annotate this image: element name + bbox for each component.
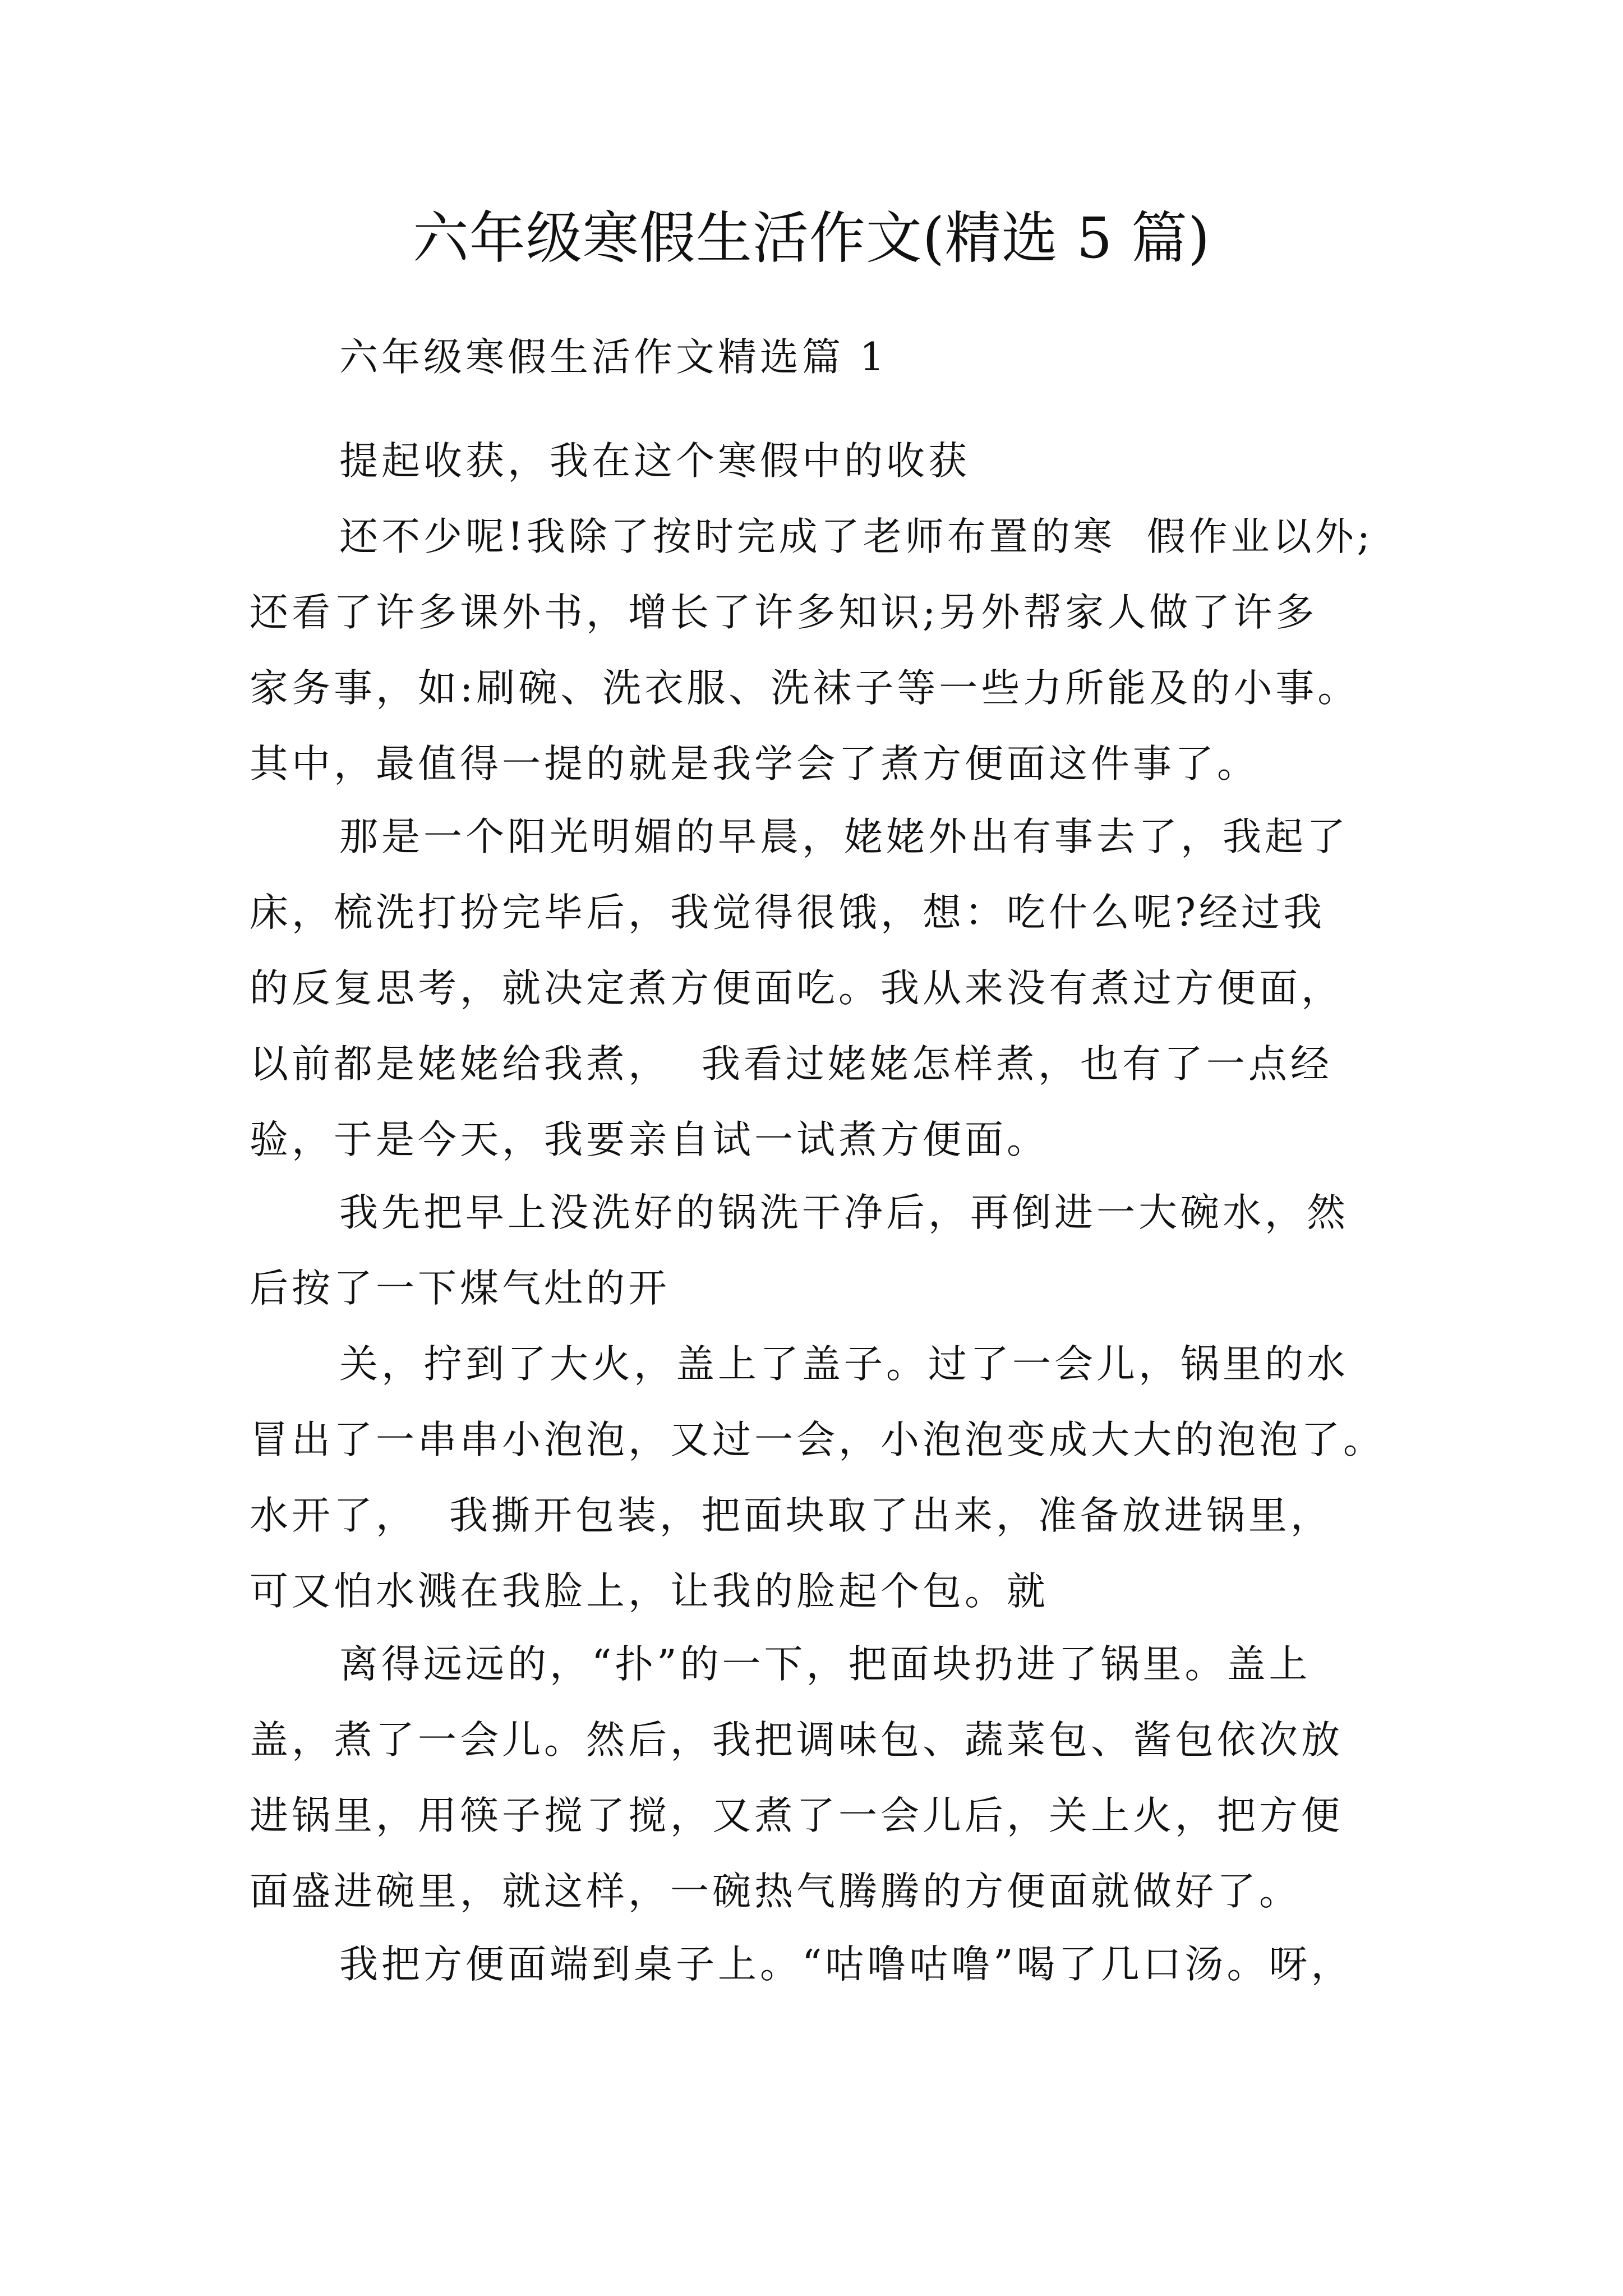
- paragraph: [250, 799, 1405, 1178]
- paragraph-line: 我先把早上没洗好的锅洗干净后，再倒进一大碗水，然: [339, 1190, 1349, 1235]
- paragraph-line: 我把方便面端到桌子上。“咕噜咕噜”喝了几口汤。呀，: [339, 1942, 1353, 1987]
- paragraph-line: 离得远远的，“扑”的一下，把面块扔进了锅里。盖上: [339, 1642, 1311, 1687]
- paragraph: [250, 1927, 1405, 2003]
- paragraph: [250, 320, 1405, 395]
- paragraph-line: 提起收获，我在这个寒假中的收获: [339, 439, 970, 484]
- paragraph: [250, 1175, 1405, 1327]
- paragraph-line: 进锅里，用筷子搅了搅，又煮了一会儿后，关上火，把方便: [250, 1793, 1343, 1838]
- paragraph-line: 六年级寒假生活作文精选篇 1: [339, 335, 888, 380]
- paragraph: [250, 424, 1405, 499]
- paragraph-line: 的反复思考，就决定煮方便面吃。我从来没有煮过方便面，: [250, 966, 1343, 1011]
- paragraph: [250, 499, 1405, 802]
- paragraph-line: 可又怕水溅在我脸上，让我的脸起个包。就: [250, 1569, 1049, 1614]
- paragraph-line: 冒出了一串串小泡泡，又过一会，小泡泡变成大大的泡泡了。: [250, 1418, 1385, 1462]
- paragraph-line: 盖，煮了一会儿。然后，我把调味包、蔬菜包、酱包依次放: [250, 1718, 1343, 1763]
- paragraph-line: 水开了， 我撕开包装，把面块取了出来，准备放进锅里，: [250, 1493, 1332, 1538]
- paragraph: [250, 1327, 1405, 1630]
- paragraph-line: 其中，最值得一提的就是我学会了煮方便面这件事了。: [250, 742, 1259, 786]
- paragraph-line: 面盛进碗里，就这样，一碗热气腾腾的方便面就做好了。: [250, 1869, 1301, 1914]
- paragraph-line: 家务事，如:刷碗、洗衣服、洗袜子等一些力所能及的小事。: [250, 666, 1360, 711]
- paragraph-line: 以前都是姥姥给我煮， 我看过姥姥怎样煮，也有了一点经: [250, 1042, 1332, 1087]
- paragraph-line: 还不少呢!我除了按时完成了老师布置的寒 假作业以外;: [339, 514, 1373, 559]
- paragraph-line: 关，拧到了大火，盖上了盖子。过了一会儿，锅里的水: [339, 1342, 1349, 1387]
- paragraph-line: 还看了许多课外书，增长了许多知识;另外帮家人做了许多: [250, 590, 1318, 635]
- paragraph-line: 床，梳洗打扮完毕后，我觉得很饿，想：吃什么呢?经过我: [250, 890, 1325, 935]
- paragraph-line: 后按了一下煤气灶的开: [250, 1266, 670, 1311]
- paragraph-line: 验，于是今天，我要亲自试一试煮方便面。: [250, 1117, 1049, 1162]
- paragraph: [250, 1627, 1405, 1930]
- document-title: 六年级寒假生活作文(精选 5 篇): [412, 205, 1211, 271]
- paragraph-line: 那是一个阳光明媚的早晨，姥姥外出有事去了，我起了: [339, 815, 1349, 859]
